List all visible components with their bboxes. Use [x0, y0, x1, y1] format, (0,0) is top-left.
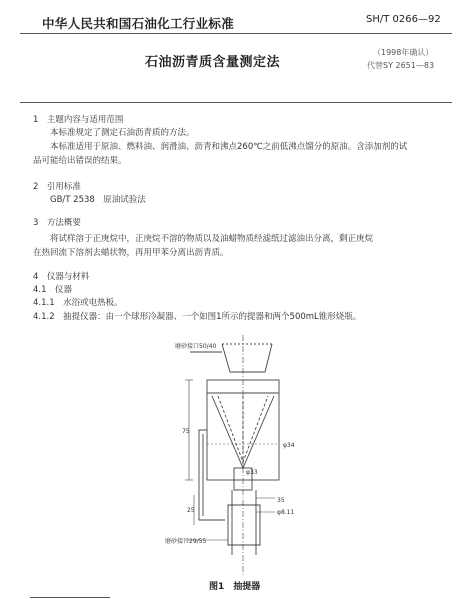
- standard-number: SH/T 0266—92: [366, 14, 441, 25]
- section-1-paragraph-1: 本标准规定了测定石油沥青质的方法。: [50, 128, 195, 138]
- section-4-heading: 4 仪器与材料: [33, 272, 90, 282]
- section-3-paragraph-1: 将试样溶于正庚烷中，正庚烷不溶的物质以及油蜡物质经滤纸过滤油出分离，剩正庚烷: [50, 234, 374, 244]
- footer-rule: [30, 597, 110, 598]
- label-inner-diameter: φ33: [246, 469, 258, 476]
- label-small-1: 35: [277, 497, 285, 504]
- label-bottom-joint: 磨砂接口29/55: [165, 538, 207, 545]
- section-1-paragraph-2: 本标准适用于原油、燃料油、润滑油、沥青和沸点260℃之前低沸点馏分的原油。含添加剂的试: [50, 142, 408, 152]
- standard-header-title: 中华人民共和国石油化工行业标准: [42, 16, 235, 31]
- section-4-1-1: 4.1.1 水浴或电热板。: [33, 298, 123, 308]
- label-top-joint: 磨砂接口50/40: [175, 343, 217, 350]
- label-height: 75: [182, 428, 190, 435]
- section-4-1: 4.1 仪器: [33, 285, 73, 295]
- section-3-paragraph-1-cont: 在热回流下溶剂去蜡状物，再用甲苯分离出沥青质。: [33, 248, 229, 258]
- replaces-note: 代替SY 2651—83: [367, 61, 435, 70]
- figure-caption: 图1 抽提器: [209, 582, 261, 592]
- label-side-dim: 25: [187, 507, 195, 514]
- section-3-heading: 3 方法概要: [33, 218, 81, 228]
- section-2-heading: 2 引用标准: [33, 182, 81, 192]
- label-outer-diameter: φ34: [283, 442, 295, 449]
- document-title: 石油沥青质含量测定法: [145, 55, 281, 70]
- section-2-reference: GB/T 2538 原油试验法: [50, 195, 146, 205]
- label-small-2: φ8.11: [277, 509, 295, 516]
- bottom-ground-joint: [228, 505, 260, 545]
- confirmation-note: （1998年确认）: [373, 48, 434, 57]
- section-1-paragraph-2-cont: 品可能给出错误的结果。: [33, 156, 127, 166]
- section-1-heading: 1 主题内容与适用范围: [33, 115, 124, 125]
- section-4-1-2: 4.1.2 抽提仪器：由一个球形冷凝器、一个如图1所示的提器和两个500mL锥形烧瓶。: [33, 312, 362, 322]
- top-ground-joint: [222, 344, 272, 372]
